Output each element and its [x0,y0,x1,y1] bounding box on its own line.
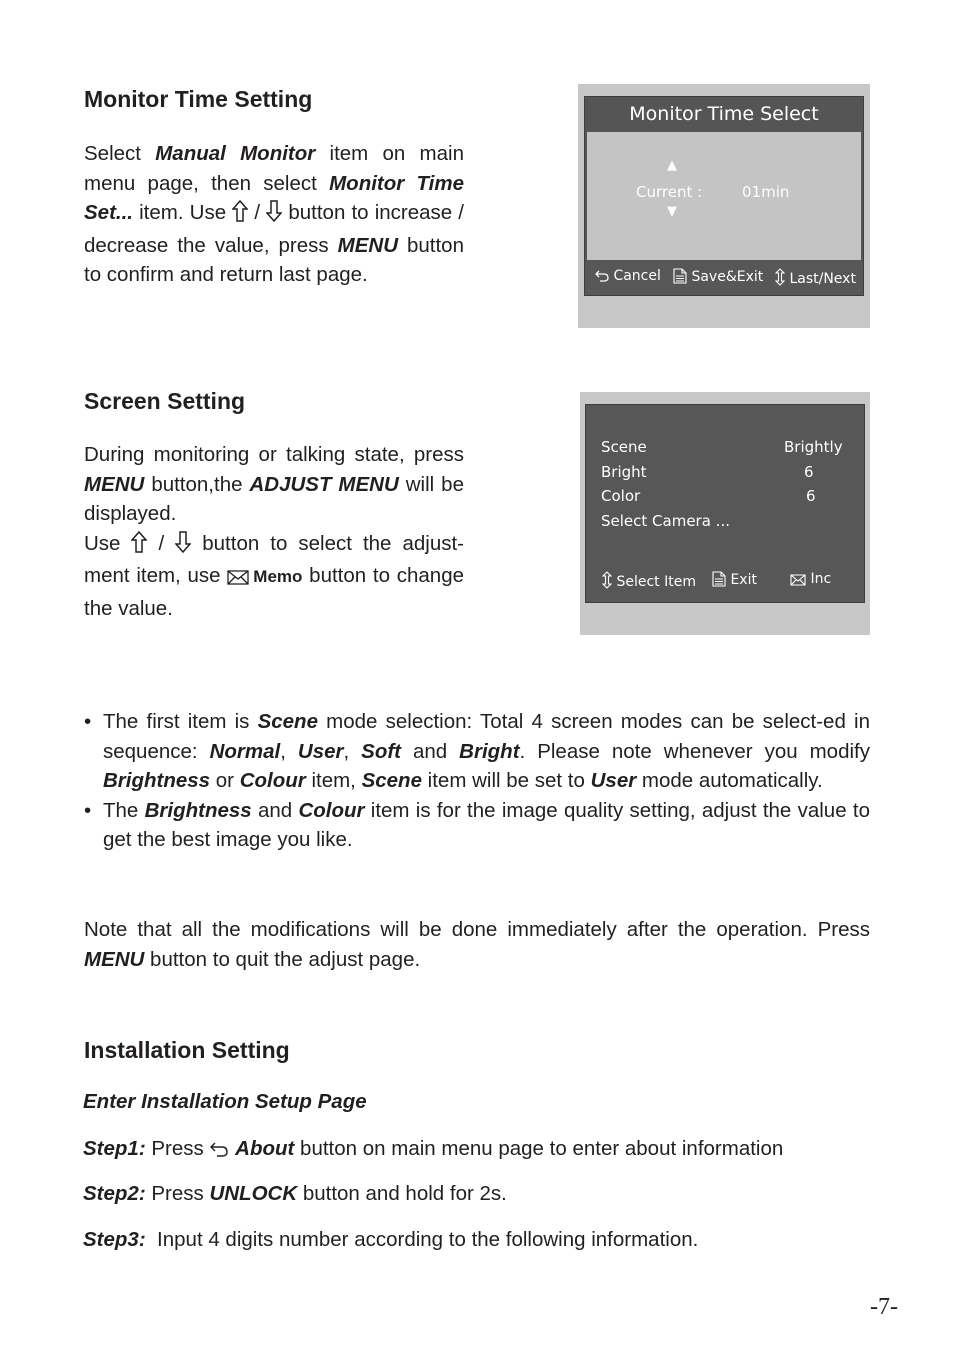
bullet-dot: • [84,710,92,733]
save-exit-button[interactable]: Save&Exit [673,268,763,288]
menu-row-scene[interactable] [601,438,849,463]
increase-arrow[interactable]: ▲ [667,158,677,173]
step-2: Step2: Press UNLOCK button and hold for 2s. [83,1182,507,1205]
row-value: Brightly [784,438,843,456]
exit-button[interactable]: Exit [712,571,757,591]
row-label: Color [601,487,641,505]
document-icon [673,268,687,288]
current-value: 01min [742,183,790,201]
row-value: 6 [804,462,814,481]
installation-subheading: Enter Installation Setup Page [83,1090,367,1113]
envelope-icon [227,564,249,594]
bullet-scene-modes: • The first item is Scene mode selection: Total 4 screen modes can be select-ed in sequence: Normal, User, Soft and Bright. Please note whenever you modify Brightness or Colour item, Scene item will be set to User mode automatically. [84,707,870,796]
inc-button[interactable]: Inc [790,571,831,590]
monitor-time-screen-frame [578,84,870,328]
updown-arrow-icon [775,268,785,290]
bullet-dot: • [84,798,92,822]
step-3: Step3: Input 4 digits number according to the following information. [83,1228,699,1251]
last-next-button[interactable]: Last/Next [775,268,856,290]
step-1: Step1: Press About button on main menu page to enter about information [83,1137,783,1164]
select-item-button[interactable]: Select Item [602,571,696,593]
envelope-icon [790,574,806,590]
note-paragraph: Note that all the modifications will be done immediately after the operation. Press MENU button to quit the adjust page. [84,918,870,971]
return-arrow-icon [595,269,609,287]
down-arrow-outline-icon [266,200,282,231]
osd-footer [585,263,863,293]
screen-setting-heading: Screen Setting [84,388,246,414]
return-arrow-icon [209,1140,229,1164]
bullet-image-quality: • The Brightness and Colour item is for the image quality setting, adjust the value to get the best image you like. [84,796,870,855]
adjust-menu-osd [585,404,865,603]
decrease-arrow[interactable]: ▼ [667,204,677,219]
monitor-time-heading: Monitor Time Setting [84,86,313,112]
cancel-button[interactable]: Cancel [595,268,661,287]
row-label: Select Camera ... [601,511,730,530]
adjust-menu-footer [586,569,864,595]
updown-arrow-icon [602,571,612,593]
document-icon [712,571,726,591]
adjust-menu-rows [601,438,849,536]
menu-row-color[interactable] [601,487,849,512]
row-label: Bright [601,462,647,481]
current-label: Current : [636,183,703,201]
row-value: 6 [806,487,816,505]
page-number: -7- [870,1294,898,1320]
monitor-time-description: Select Manual Monitor item on main menu page, then select Monitor Time Set... item. Use / button to increase / decrease the value, press MENU button to confirm and return last page. [84,142,464,287]
adjust-menu-screen-frame [580,392,870,635]
down-arrow-outline-icon [175,531,191,562]
screen-setting-notes [84,707,870,855]
up-arrow-outline-icon [232,200,248,231]
osd-title: Monitor Time Select [585,97,863,132]
osd-value-panel [587,132,861,260]
up-arrow-outline-icon [131,531,147,562]
screen-setting-description: During monitoring or talking state, press MENU button,the ADJUST MENU will be displayed. Use / button to select the adjust-ment item, use Memo button to change the value. [84,443,465,620]
row-label: Scene [601,438,647,456]
monitor-time-osd [584,96,864,296]
menu-row-select-camera[interactable] [601,512,849,537]
installation-heading: Installation Setting [84,1037,290,1063]
menu-row-bright[interactable] [601,463,849,488]
